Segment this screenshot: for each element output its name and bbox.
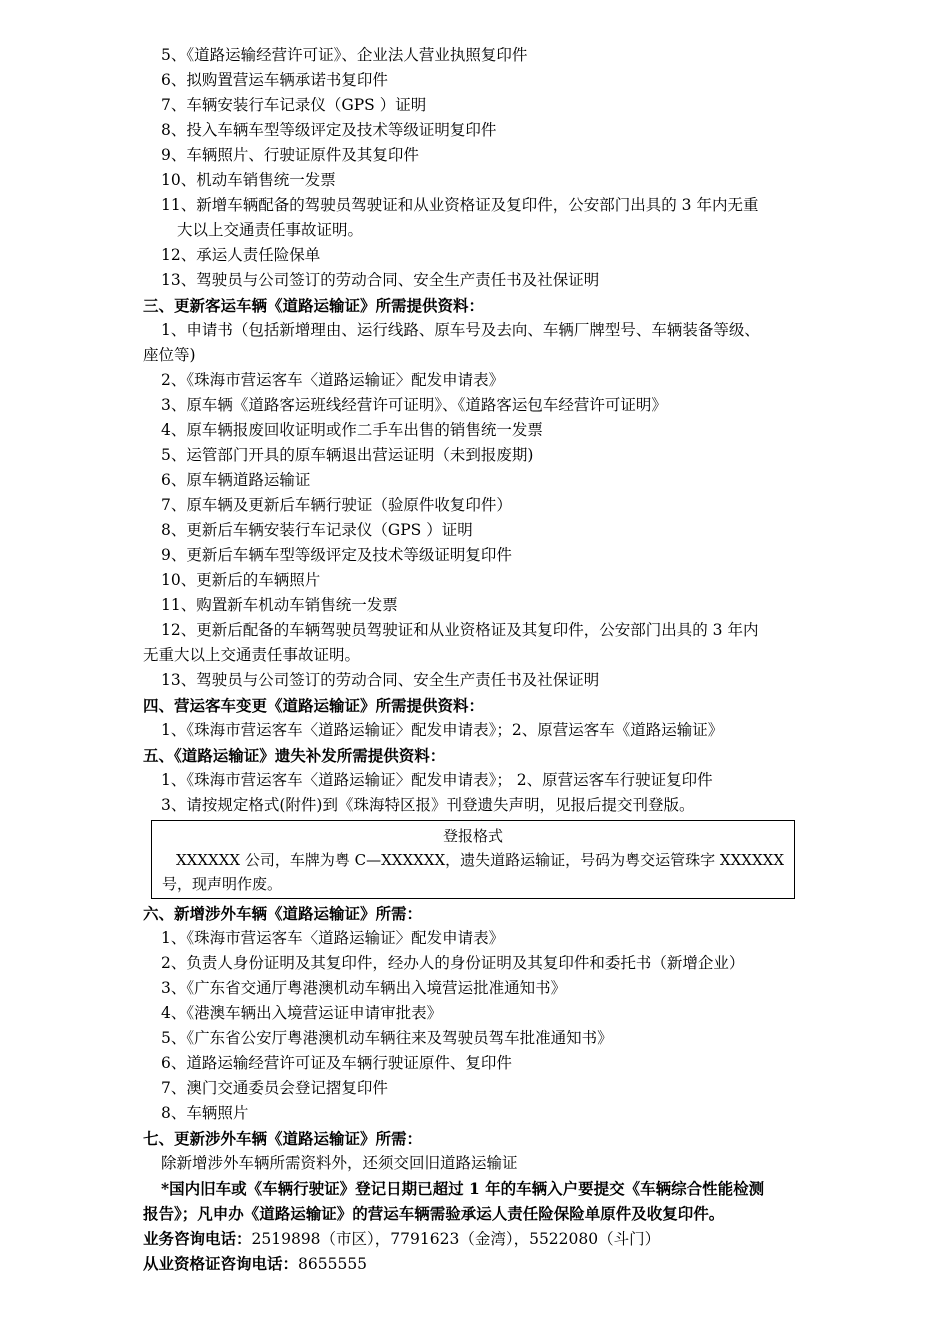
list-item: 12、承运人责任险保单 bbox=[161, 246, 321, 264]
contact-label: 业务咨询电话： bbox=[143, 1229, 252, 1248]
section-heading-4: 四、营运客车变更《道路运输证》所需提供资料： bbox=[143, 696, 485, 715]
list-item: 9、车辆照片、行驶证原件及其复印件 bbox=[161, 146, 419, 164]
contact-qualification bbox=[143, 1251, 813, 1276]
list-item: 1、《珠海市营运客车〈道路运输证〉配发申请表》； 2、原营运客车行驶证复印件 bbox=[161, 771, 713, 789]
list-item: 3、《广东省交通厅粤港澳机动车辆出入境营运批准通知书》 bbox=[161, 979, 567, 997]
list-item: 10、更新后的车辆照片 bbox=[161, 571, 321, 589]
contact-value: 8655555 bbox=[298, 1255, 368, 1273]
list-item: 1、申请书（包括新增理由、运行线路、原车号及去向、车辆厂牌型号、车辆装备等级、 bbox=[161, 321, 760, 339]
list-item: 7、原车辆及更新后车辆行驶证（验原件收复印件） bbox=[161, 496, 512, 514]
list-item: 1、《珠海市营运客车〈道路运输证〉配发申请表》；2、原营运客车《道路运输证》 bbox=[161, 721, 724, 739]
contact-business bbox=[143, 1226, 813, 1251]
list-item: 2、《珠海市营运客车〈道路运输证〉配发申请表》 bbox=[161, 371, 505, 389]
list-item: 5、《广东省公安厅粤港澳机动车辆往来及驾驶员驾车批准通知书》 bbox=[161, 1029, 613, 1047]
list-item: 11、购置新车机动车销售统一发票 bbox=[161, 596, 398, 614]
list-item: 7、澳门交通委员会登记摺复印件 bbox=[161, 1079, 388, 1097]
important-note-continuation: 报告》；凡申办《道路运输证》的营运车辆需验承运人责任险保险单原件及收复印件。 bbox=[143, 1204, 725, 1223]
list-item: 4、《港澳车辆出入境营运证申请审批表》 bbox=[161, 1004, 443, 1022]
list-item: 5、《道路运输经营许可证》、企业法人营业执照复印件 bbox=[161, 46, 528, 64]
notice-format-box bbox=[151, 820, 795, 899]
list-item-continuation: 大以上交通责任事故证明。 bbox=[177, 221, 364, 239]
list-item: 3、原车辆《道路客运班线经营许可证明》、《道路客运包车经营许可证明》 bbox=[161, 396, 667, 414]
list-item: 7、车辆安装行车记录仪（GPS ）证明 bbox=[161, 96, 427, 114]
notice-format-title: 登报格式 bbox=[442, 827, 503, 845]
list-item: 5、运管部门开具的原车辆退出营运证明（未到报废期) bbox=[161, 446, 534, 464]
list-item-continuation: 无重大以上交通责任事故证明。 bbox=[143, 646, 361, 664]
section-heading-7: 七、更新涉外车辆《道路运输证》所需： bbox=[143, 1129, 423, 1148]
list-item: 1、《珠海市营运客车〈道路运输证〉配发申请表》 bbox=[161, 929, 505, 947]
list-item: 8、投入车辆车型等级评定及技术等级证明复印件 bbox=[161, 121, 497, 139]
list-item: 13、驾驶员与公司签订的劳动合同、安全生产责任书及社保证明 bbox=[161, 671, 600, 689]
list-item: 2、负责人身份证明及其复印件，经办人的身份证明及其复印件和委托书（新增企业） bbox=[161, 954, 745, 972]
list-item: 8、车辆照片 bbox=[161, 1104, 249, 1122]
important-note: *国内旧车或《车辆行驶证》登记日期已超过 1 年的车辆入户要提交《车辆综合性能检测 bbox=[161, 1179, 765, 1198]
contact-value: 2519898（市区），7791623（金湾），5522080（斗门） bbox=[251, 1230, 661, 1248]
notice-format-text: 号，现声明作废。 bbox=[162, 875, 283, 893]
list-item: 13、驾驶员与公司签订的劳动合同、安全生产责任书及社保证明 bbox=[161, 271, 600, 289]
contact-label: 从业资格证咨询电话： bbox=[143, 1254, 299, 1273]
list-item: 6、道路运输经营许可证及车辆行驶证原件、复印件 bbox=[161, 1054, 512, 1072]
section-heading-5: 五、《道路运输证》遗失补发所需提供资料： bbox=[143, 746, 446, 765]
list-item: 4、原车辆报废回收证明或作二手车出售的销售统一发票 bbox=[161, 421, 543, 439]
list-item: 6、原车辆道路运输证 bbox=[161, 471, 311, 489]
list-item: 3、请按规定格式(附件)到《珠海特区报》刊登遗失声明，见报后提交刊登版。 bbox=[161, 796, 695, 814]
list-item-continuation: 座位等) bbox=[143, 346, 196, 364]
document-body bbox=[143, 43, 813, 1276]
list-item: 12、更新后配备的车辆驾驶员驾驶证和从业资格证及其复印件，公安部门出具的 3 年内 bbox=[161, 621, 759, 639]
list-item: 9、更新后车辆车型等级评定及技术等级证明复印件 bbox=[161, 546, 512, 564]
list-item: 除新增涉外车辆所需资料外，还须交回旧道路运输证 bbox=[161, 1154, 518, 1172]
section-heading-6: 六、新增涉外车辆《道路运输证》所需： bbox=[143, 904, 423, 923]
list-item: 11、新增车辆配备的驾驶员驾驶证和从业资格证及复印件，公安部门出具的 3 年内无重 bbox=[161, 196, 759, 214]
list-item: 8、更新后车辆安装行车记录仪（GPS ）证明 bbox=[161, 521, 473, 539]
list-item: 6、拟购置营运车辆承诺书复印件 bbox=[161, 71, 388, 89]
notice-format-text: XXXXXX 公司，车牌为粤 C—XXXXXX，遗失道路运输证，号码为粤交运管珠字 XXXXXX bbox=[176, 851, 784, 869]
list-item: 10、机动车销售统一发票 bbox=[161, 171, 336, 189]
section-heading-3: 三、更新客运车辆《道路运输证》所需提供资料： bbox=[143, 296, 485, 315]
